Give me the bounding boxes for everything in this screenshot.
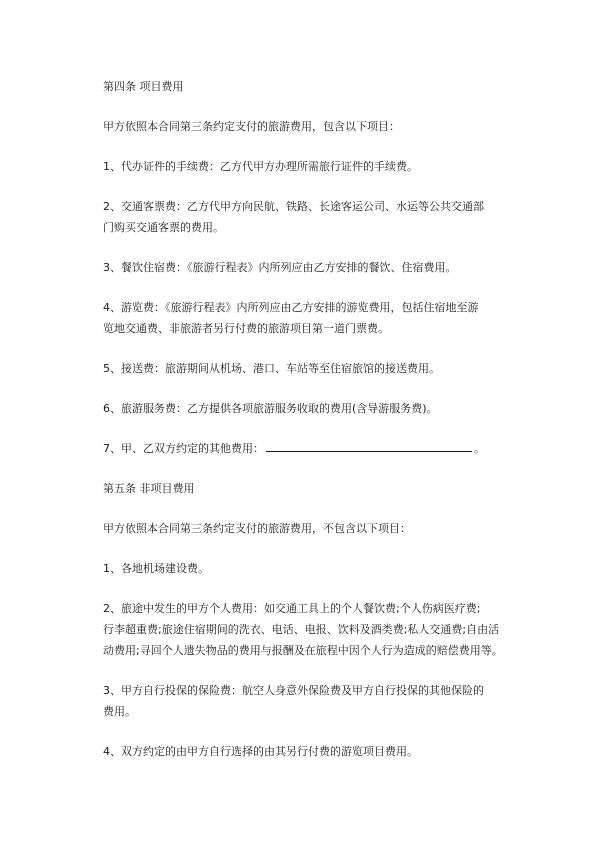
article5-item-3-line-2: 费用。 — [103, 705, 136, 718]
article4-item-2-line-2: 门购买交通客票的费用。 — [103, 221, 224, 234]
article4-item-4-line-1: 4、游览费：《旅游行程表》内所列应由乙方安排的游览费用，包括住宿地至游 — [103, 301, 479, 314]
article4-item-1: 1、代办证件的手续费：乙方代甲方办理所需旅行证件的手续费。 — [103, 160, 418, 173]
article5-item-2-line-3: 动费用;寻回个人遗失物品的费用与报酬及在旅程中因个人行为造成的赔偿费用等。 — [103, 644, 503, 657]
article4-item-7-suffix: 。 — [474, 442, 485, 455]
article4-item-6: 6、旅游服务费：乙方提供各项旅游服务收取的费用(含导游服务费)。 — [103, 402, 438, 415]
article4-item-7 — [103, 438, 499, 459]
article4-heading: 第四条 项目费用 — [103, 80, 184, 93]
fill-in-blank[interactable] — [266, 439, 472, 452]
article4-item-7-prefix: 7、甲、乙双方约定的其他费用： — [103, 442, 264, 455]
article4-item-3: 3、餐饮住宿费：《旅游行程表》内所列应由乙方安排的餐饮、住宿费用。 — [103, 261, 457, 274]
article5-item-3-line-1: 3、甲方自行投保的保险费：航空人身意外保险费及甲方自行投保的其他保险的 — [103, 684, 484, 697]
article4-intro: 甲方依照本合同第三条约定支付的旅游费用，包含以下项目： — [103, 120, 400, 133]
article5-heading: 第五条 非项目费用 — [103, 482, 195, 495]
article5-item-4: 4、双方约定的由甲方自行选择的由其另行付费的游览项目费用。 — [103, 745, 418, 758]
article4-item-5: 5、接送费：旅游期间从机场、港口、车站等至住宿旅馆的接送费用。 — [103, 362, 440, 375]
article4-item-4-line-2: 览地交通费、非旅游者另行付费的旅游项目第一道门票费。 — [103, 322, 389, 335]
article5-item-2-line-2: 行李超重费;旅途住宿期间的洗衣、电话、电报、饮料及酒类费;私人交通费;自由活 — [103, 623, 500, 636]
article4-item-2-line-1: 2、交通客票费：乙方代甲方向民航、铁路、长途客运公司、水运等公共交通部 — [103, 200, 484, 213]
article5-intro: 甲方依照本合同第三条约定支付的旅游费用，不包含以下项目： — [103, 522, 411, 535]
article5-item-1: 1、各地机场建设费。 — [103, 562, 209, 575]
article5-item-2-line-1: 2、旅途中发生的甲方个人费用：如交通工具上的个人餐饮费;个人伤病医疗费; — [103, 602, 481, 615]
